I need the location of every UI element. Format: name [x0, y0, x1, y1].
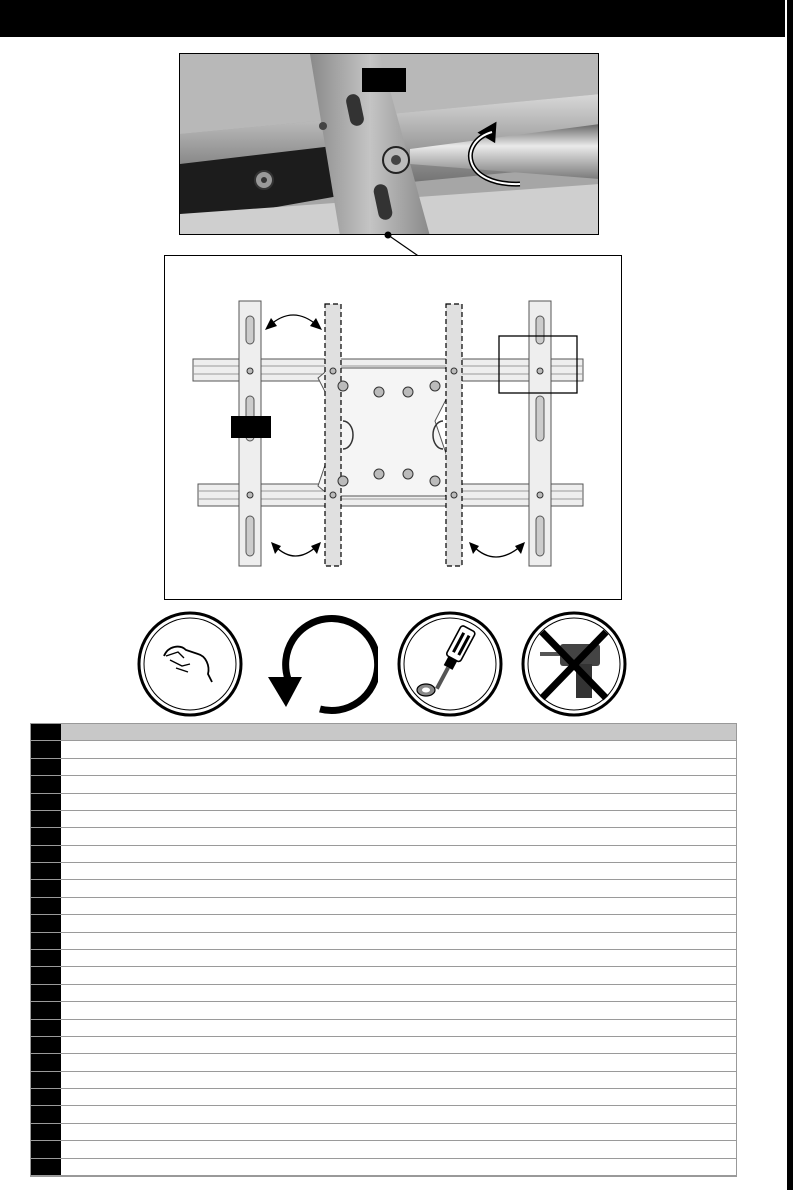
table-row — [31, 1072, 736, 1089]
hand-tighten-icon — [136, 610, 244, 718]
row-number-cell — [31, 1159, 61, 1175]
row-number-cell — [31, 1072, 61, 1088]
table-row — [31, 1124, 736, 1141]
table-row — [31, 967, 736, 984]
row-number-cell — [31, 759, 61, 775]
table-header-row — [31, 724, 736, 741]
diagram-label-box — [231, 416, 271, 438]
top-header-bar — [0, 0, 785, 37]
table-row — [31, 1037, 736, 1054]
no-power-drill-icon — [520, 610, 628, 718]
row-number-cell — [31, 741, 61, 757]
mounting-diagram — [164, 255, 622, 600]
row-number-cell — [31, 1141, 61, 1157]
row-number-cell — [31, 724, 61, 740]
table-row — [31, 741, 736, 758]
table-row — [31, 933, 736, 950]
assembly-photo — [179, 53, 599, 235]
table-row — [31, 1002, 736, 1019]
table-row — [31, 1020, 736, 1037]
table-row — [31, 1141, 736, 1158]
row-number-cell — [31, 880, 61, 896]
row-number-cell — [31, 1106, 61, 1122]
photo-illustration — [180, 54, 599, 235]
row-number-cell — [31, 985, 61, 1001]
row-number-cell — [31, 950, 61, 966]
row-number-cell — [31, 828, 61, 844]
row-number-cell — [31, 811, 61, 827]
double-arrow-bottom-left — [275, 546, 317, 556]
row-number-cell — [31, 1002, 61, 1018]
table-row — [31, 863, 736, 880]
double-arrow-top-left — [269, 315, 318, 326]
table-row — [31, 1159, 736, 1176]
table-row — [31, 759, 736, 776]
row-number-cell — [31, 776, 61, 792]
double-arrow-bottom-right — [473, 546, 521, 557]
rotate-icon — [262, 607, 378, 719]
table-row — [31, 915, 736, 932]
screwdriver-icon — [396, 610, 504, 718]
row-number-cell — [31, 898, 61, 914]
row-number-cell — [31, 967, 61, 983]
table-row — [31, 846, 736, 863]
table-row — [31, 880, 736, 897]
row-number-cell — [31, 794, 61, 810]
row-number-cell — [31, 863, 61, 879]
table-row — [31, 794, 736, 811]
row-number-cell — [31, 1054, 61, 1070]
row-number-cell — [31, 1037, 61, 1053]
parts-table — [30, 723, 737, 1177]
table-row — [31, 985, 736, 1002]
table-row — [31, 898, 736, 915]
table-row — [31, 776, 736, 793]
row-number-cell — [31, 915, 61, 931]
table-row — [31, 1054, 736, 1071]
table-row — [31, 1106, 736, 1123]
page-edge-strip — [785, 0, 793, 1190]
row-number-cell — [31, 846, 61, 862]
row-number-cell — [31, 1020, 61, 1036]
table-row — [31, 950, 736, 967]
row-number-cell — [31, 1124, 61, 1140]
row-number-cell — [31, 1089, 61, 1105]
mount-diagram-drawing — [165, 256, 621, 599]
table-row — [31, 828, 736, 845]
photo-label-box — [362, 68, 406, 92]
table-row — [31, 811, 736, 828]
table-row — [31, 1089, 736, 1106]
row-number-cell — [31, 933, 61, 949]
